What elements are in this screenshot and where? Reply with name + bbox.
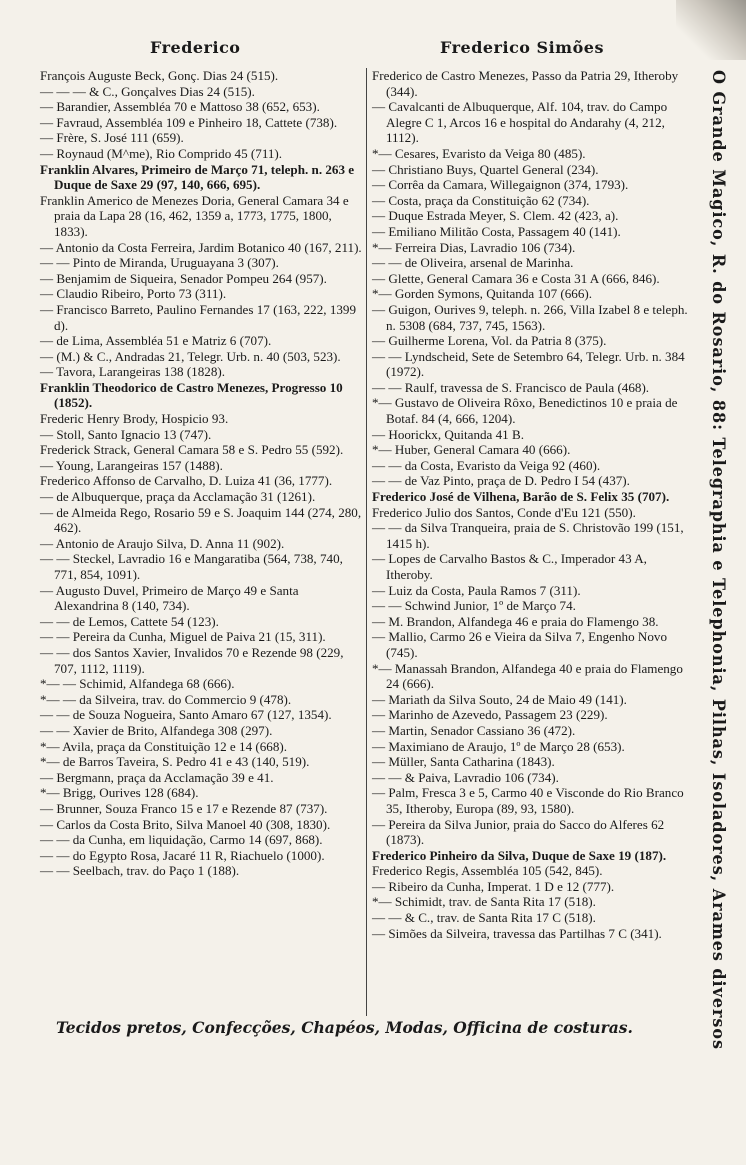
directory-entry: — — Seelbach, trav. do Paço 1 (188). [40, 863, 240, 879]
directory-entry: — Cavalcanti de Albuquerque, Alf. 104, trav. do Campo Alegre C 1, Arcos 16 e hospital do Andarahy (4, 212, 1112). [372, 99, 668, 146]
directory-entry: — — Lyndscheid, Sete de Setembro 64, Telegr. Urb. n. 384 (1972). [372, 348, 685, 380]
directory-entry: — Duque Estrada Meyer, S. Clem. 42 (423, a). [372, 208, 619, 224]
directory-entry: Frederic Henry Brody, Hospicio 93. [40, 411, 229, 427]
directory-entry: — Guigon, Ourives 9, teleph. n. 266, Villa Izabel 8 e teleph. n. 5308 (684, 737, 745, 1563). [372, 301, 688, 333]
directory-entry: — Pereira da Silva Junior, praia do Sacco do Alferes 62 (1873). [372, 816, 665, 848]
directory-entry: — Carlos da Costa Brito, Silva Manoel 40 (308, 1830). [40, 816, 331, 832]
footer-advertisement: Tecidos pretos, Confecções, Chapéos, Modas, Officina de costuras. [56, 1018, 633, 1037]
directory-entry: — — de Vaz Pinto, praça de D. Pedro I 54 (437). [372, 473, 630, 489]
directory-entry: — Antonio de Araujo Silva, D. Anna 11 (902). [40, 535, 285, 551]
directory-entry: — Luiz da Costa, Paula Ramos 7 (311). [372, 582, 581, 598]
directory-entry: — Martin, Senador Cassiano 36 (472). [372, 722, 576, 738]
directory-entry: *— Avila, praça da Constituição 12 e 14 (668). [40, 738, 288, 754]
directory-entry: — Marinho de Azevedo, Passagem 23 (229). [372, 707, 608, 723]
directory-entry: Frederico de Castro Menezes, Passo da Patria 29, Itheroby (344). [372, 68, 679, 99]
directory-entry: Frederico José de Vilhena, Barão de S. Felix 35 (707). [372, 489, 670, 505]
directory-entry: — — da Silva Tranqueira, praia de S. Christovão 199 (151, 1415 h). [372, 520, 684, 551]
directory-entry: Frederico Affonso de Carvalho, D. Luiza 41 (36, 1777). [40, 473, 333, 489]
right-column [372, 68, 692, 941]
directory-entry: *— de Barros Taveira, S. Pedro 41 e 43 (140, 519). [40, 754, 310, 770]
directory-entry: *— Schimidt, trav. de Santa Rita 17 (518). [372, 894, 596, 910]
directory-entry: — — & Paiva, Lavradio 106 (734). [372, 769, 559, 785]
directory-entry: Frederico Pinheiro da Silva, Duque de Saxe 19 (187). [372, 847, 667, 863]
directory-entry: — Stoll, Santo Ignacio 13 (747). [40, 426, 212, 442]
directory-entry: — Guilherme Lorena, Vol. da Patria 8 (375). [372, 333, 607, 349]
directory-entry: — — Schwind Junior, 1º de Março 74. [372, 598, 576, 614]
directory-entry: — Müller, Santa Catharina (1843). [372, 754, 555, 770]
directory-entry: *— Cesares, Evaristo da Veiga 80 (485). [372, 145, 586, 161]
directory-entry: Franklin Theodorico de Castro Menezes, Progresso 10 (1852). [40, 379, 343, 411]
directory-entry: — — — & C., Gonçalves Dias 24 (515). [40, 83, 255, 99]
directory-entry: — — da Costa, Evaristo da Veiga 92 (460). [372, 457, 601, 473]
directory-entry: — Mallio, Carmo 26 e Vieira da Silva 7, Engenho Novo (745). [372, 629, 667, 660]
directory-entry: — — de Oliveira, arsenal de Marinha. [372, 255, 574, 271]
directory-entry: — Roynaud (M^me), Rio Comprido 45 (711). [40, 145, 283, 161]
directory-entry: Frederico Regis, Assembléa 105 (542, 845). [372, 863, 603, 879]
directory-entry: Frederico Julio dos Santos, Conde d'Eu 121 (550). [372, 504, 636, 520]
left-column [40, 68, 362, 879]
directory-entry: — Young, Larangeiras 157 (1488). [40, 457, 223, 473]
directory-entry: — — Pinto de Miranda, Uruguayana 3 (307). [40, 255, 279, 271]
directory-entry: — Benjamim de Siqueira, Senador Pompeu 264 (957). [40, 270, 327, 286]
directory-entry: Franklin Alvares, Primeiro de Março 71, teleph. n. 263 e Duque de Saxe 29 (97, 140, 666, 695). [40, 161, 355, 193]
directory-entry: — M. Brandon, Alfandega 46 e praia do Flamengo 38. [372, 613, 659, 629]
directory-entry: Frederick Strack, General Camara 58 e S. Pedro 55 (592). [40, 442, 344, 458]
directory-entry: — Simões da Silveira, travessa das Partilhas 7 C (341). [372, 925, 662, 941]
directory-entry: — Frère, S. José 111 (659). [40, 130, 184, 146]
directory-entry: — Ribeiro da Cunha, Imperat. 1 D e 12 (777). [372, 878, 615, 894]
directory-entry: — de Almeida Rego, Rosario 59 e S. Joaquim 144 (274, 280, 462). [40, 504, 362, 536]
directory-entry: — — Pereira da Cunha, Miguel de Paiva 21 (15, 311). [40, 629, 326, 645]
directory-entry: *— Ferreira Dias, Lavradio 106 (734). [372, 239, 576, 255]
directory-entry: — Antonio da Costa Ferreira, Jardim Botanico 40 (167, 211). [40, 239, 362, 255]
directory-entry: — Lopes de Carvalho Bastos & C., Imperador 43 A, Itheroby. [372, 551, 647, 582]
directory-entry: — Maximiano de Araujo, 1º de Março 28 (653). [372, 738, 625, 754]
directory-entry: — de Albuquerque, praça da Acclamação 31 (1261). [40, 489, 316, 505]
directory-entry: — — de Lemos, Cattete 54 (123). [40, 613, 219, 629]
directory-entry: — — dos Santos Xavier, Invalidos 70 e Rezende 98 (229, 707, 1112, 1119). [40, 644, 344, 676]
directory-entry: *— Gustavo de Oliveira Rôxo, Benedictinos 10 e praia de Botaf. 84 (4, 666, 1204). [372, 395, 678, 427]
directory-entry: *— — da Silveira, trav. do Commercio 9 (478). [40, 691, 292, 707]
side-advertisement [708, 70, 744, 1070]
directory-entry: — Corrêa da Camara, Willegaignon (374, 1793). [372, 177, 629, 193]
directory-entry: — Palm, Fresca 3 e 5, Carmo 40 e Visconde do Rio Branco 35, Itheroby, Europa (89, 93, 1580). [372, 785, 684, 816]
directory-entry: — Hoorickx, Quitanda 41 B. [372, 426, 525, 442]
directory-entry: — — Raulf, travessa de S. Francisco de Paula (468). [372, 379, 650, 395]
directory-entry: François Auguste Beck, Gonç. Dias 24 (515). [40, 68, 279, 83]
directory-entry: — — Steckel, Lavradio 16 e Mangaratiba (564, 738, 740, 771, 854, 1091). [40, 551, 343, 582]
running-header-left: Frederico [150, 38, 241, 57]
directory-entry: — Christiano Buys, Quartel General (234). [372, 161, 599, 177]
directory-entry: — Favraud, Assembléa 109 e Pinheiro 18, Cattete (738). [40, 114, 338, 130]
running-header-right: Frederico Simões [440, 38, 604, 57]
directory-entry: — Tavora, Larangeiras 138 (1828). [40, 364, 225, 380]
directory-entry: — — do Egypto Rosa, Jacaré 11 R, Riachuelo (1000). [40, 847, 325, 863]
directory-entry: — Glette, General Camara 36 e Costa 31 A (666, 846). [372, 270, 660, 286]
directory-entry: — — Xavier de Brito, Alfandega 308 (297). [40, 722, 273, 738]
directory-entry: — Francisco Barreto, Paulino Fernandes 17 (163, 222, 1399 d). [40, 301, 357, 333]
directory-entry: — Augusto Duvel, Primeiro de Março 49 e Santa Alexandrina 8 (140, 734). [40, 582, 299, 614]
directory-entry: — Bergmann, praça da Acclamação 39 e 41. [40, 769, 274, 785]
directory-entry: — Brunner, Souza Franco 15 e 17 e Rezende 87 (737). [40, 800, 328, 816]
side-advertisement-text: O Grande Magico, R. do Rosario, 88: Telegraphia e Telephonia, Pilhas, Isoladores, Arames diversos [708, 70, 728, 1050]
directory-entry: — Mariath da Silva Souto, 24 de Maio 49 (141). [372, 691, 627, 707]
directory-entry: — Emiliano Militão Costa, Passagem 40 (141). [372, 223, 621, 239]
directory-entry: *— — Schimid, Alfandega 68 (666). [40, 676, 235, 692]
directory-entry: — — de Souza Nogueira, Santo Amaro 67 (127, 1354). [40, 707, 332, 723]
directory-entry: — (M.) & C., Andradas 21, Telegr. Urb. n. 40 (503, 523). [40, 348, 341, 364]
directory-entry: — Claudio Ribeiro, Porto 73 (311). [40, 286, 227, 302]
directory-entry: — — & C., trav. de Santa Rita 17 C (518). [372, 910, 596, 926]
page-corner-fold [676, 0, 746, 60]
directory-entry: — Barandier, Assembléa 70 e Mattoso 38 (652, 653). [40, 99, 320, 115]
directory-entry: *— Gorden Symons, Quitanda 107 (666). [372, 286, 593, 302]
directory-entry: — — da Cunha, em liquidação, Carmo 14 (697, 868). [40, 832, 323, 848]
directory-entry: — Costa, praça da Constituição 62 (734). [372, 192, 590, 208]
directory-entry: — de Lima, Assembléa 51 e Matriz 6 (707). [40, 333, 272, 349]
directory-entry: *— Brigg, Ourives 128 (684). [40, 785, 199, 801]
directory-entry: *— Huber, General Camara 40 (666). [372, 442, 571, 458]
column-divider [366, 68, 367, 1016]
directory-entry: *— Manassah Brandon, Alfandega 40 e praia do Flamengo 24 (666). [372, 660, 683, 692]
directory-entry: Franklin Americo de Menezes Doria, General Camara 34 e praia da Lapa 28 (16, 462, 1359 a, 1773, 1775, 1800, 1833). [40, 192, 349, 239]
